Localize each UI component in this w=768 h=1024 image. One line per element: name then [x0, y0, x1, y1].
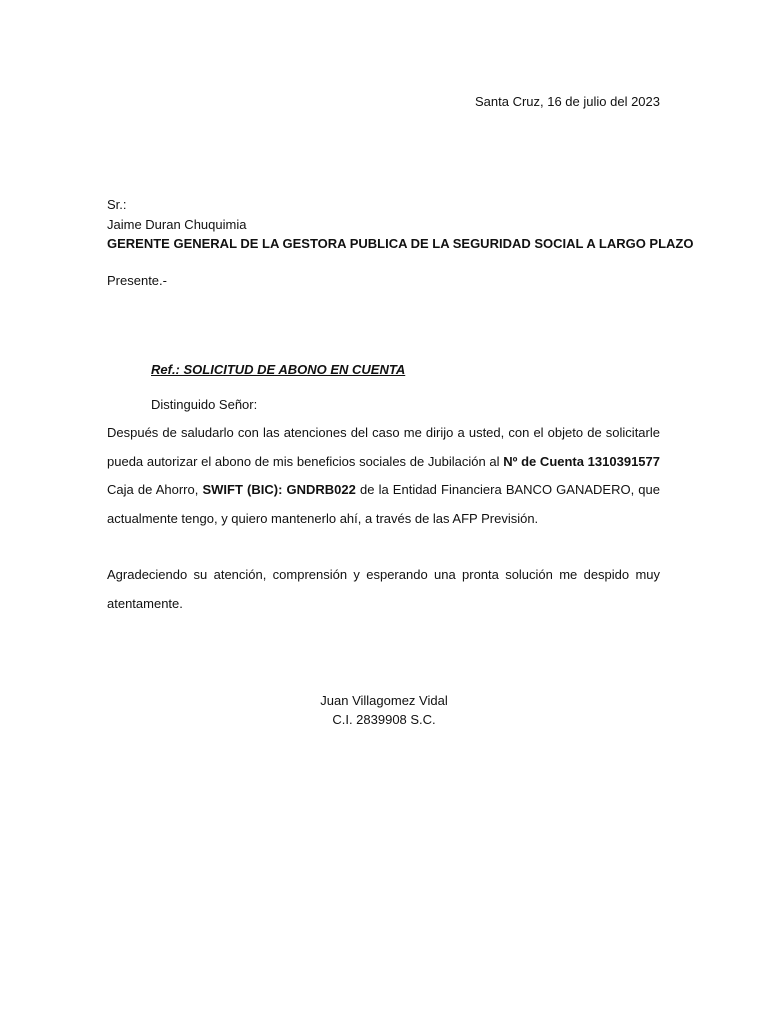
presente-line: Presente.-	[107, 273, 167, 288]
signature-name: Juan Villagomez Vidal	[320, 693, 448, 708]
recipient-position: GERENTE GENERAL DE LA GESTORA PUBLICA DE LA SEGURIDAD SOCIAL A LARGO PLAZO	[107, 236, 694, 251]
signature-id: C.I. 2839908 S.C.	[332, 712, 436, 727]
body-paragraph-1	[107, 419, 660, 533]
salutation-title: Sr.:	[107, 197, 127, 212]
swift-code: SWIFT (BIC): GNDRB022	[202, 482, 356, 497]
body-paragraph-2: Agradeciendo su atención, comprensión y esperando una pronta solución me despido muy atentamente.	[107, 567, 660, 611]
reference-line: Ref.: SOLICITUD DE ABONO EN CUENTA	[151, 362, 406, 377]
greeting: Distinguido Señor:	[151, 397, 258, 412]
recipient-name: Jaime Duran Chuquimia	[107, 217, 247, 232]
body-text-part1: Después de saludarlo con las atenciones del caso me dirijo a usted, con el objeto de solicitarle pueda autorizar el abono de mis beneficios sociales de Jubilación al	[107, 425, 660, 469]
body-text-part3: de la Entidad Financiera BANCO GANADERO, que actualmente tengo, y quiero mantenerlo ahí, a través de las AFP Previsión.	[107, 482, 660, 526]
body-text-part2: Caja de Ahorro,	[107, 482, 203, 497]
date-line: Santa Cruz, 16 de julio del 2023	[474, 94, 660, 109]
account-number: Nº de Cuenta 1310391577	[503, 453, 660, 469]
